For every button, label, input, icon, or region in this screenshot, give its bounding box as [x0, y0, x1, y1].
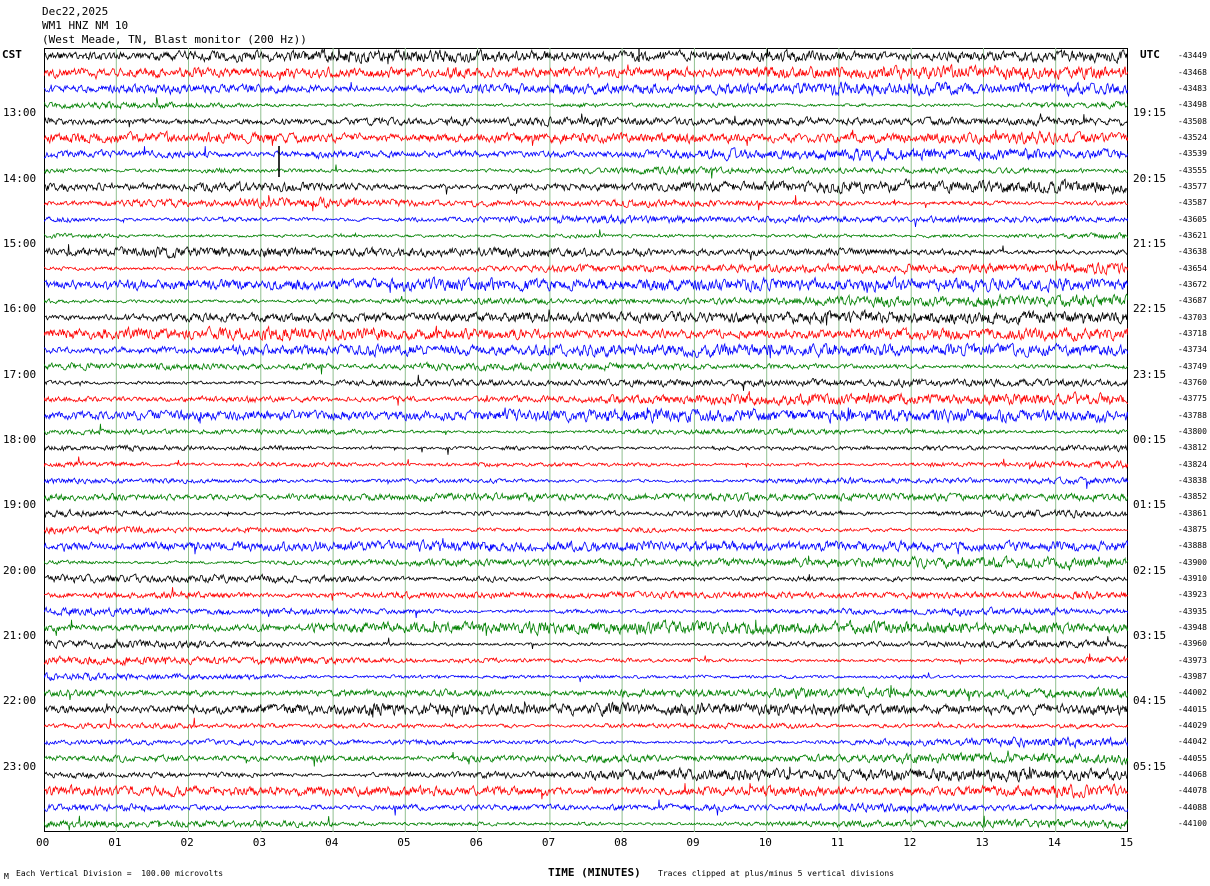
seismogram-plot: [44, 48, 1128, 832]
x-tick-label: 06: [469, 836, 483, 849]
x-axis-title: TIME (MINUTES): [548, 866, 641, 879]
footer-scale-note: Each Vertical Division = 100.00 microvolts: [16, 869, 224, 878]
amplitude-label: -43524: [1178, 132, 1207, 142]
x-tick-label: 01: [108, 836, 122, 849]
x-tick-label: 02: [180, 836, 194, 849]
left-time-label: 18:00: [3, 433, 37, 446]
x-tick-label: 07: [541, 836, 556, 849]
left-time-label: 14:00: [3, 171, 37, 185]
amplitude-label: -43760: [1178, 377, 1207, 387]
header-description: (West Meade, TN, Blast monitor (200 Hz)): [42, 33, 307, 46]
right-time-label: 21:15: [1133, 237, 1167, 250]
amplitude-label: -43468: [1178, 67, 1207, 77]
right-time-label: 03:15: [1133, 629, 1167, 642]
amplitude-label: -43948: [1178, 622, 1207, 632]
x-tick-label: 11: [830, 836, 845, 849]
right-time-label: 04:15: [1133, 694, 1167, 708]
amplitude-label: -43900: [1178, 557, 1207, 567]
amplitude-label: -43498: [1178, 100, 1207, 110]
x-tick-label: 13: [975, 836, 989, 849]
amplitude-label: -43788: [1178, 410, 1207, 420]
amplitude-label: -44015: [1178, 704, 1207, 714]
footer-mark: M: [4, 872, 9, 881]
x-tick-label: 15: [1120, 836, 1134, 849]
x-tick-label: 14: [1047, 836, 1061, 849]
amplitude-label: -43923: [1178, 590, 1207, 600]
amplitude-label: -43775: [1178, 394, 1207, 404]
header-date: Dec22,2025: [42, 5, 109, 18]
amplitude-label: -43449: [1178, 51, 1207, 61]
right-time-label: 02:15: [1133, 563, 1167, 577]
amplitude-label: -43587: [1178, 198, 1207, 208]
left-time-label: 20:00: [3, 563, 37, 577]
amplitude-label: -43508: [1178, 116, 1207, 126]
amplitude-label: -43555: [1178, 165, 1207, 175]
x-tick-label: 04: [325, 836, 339, 849]
amplitude-label: -43935: [1178, 606, 1207, 616]
right-time-label: 23:15: [1133, 367, 1167, 381]
amplitude-label: -43987: [1178, 671, 1207, 681]
x-tick-label: 05: [397, 836, 411, 849]
amplitude-label: -43861: [1178, 508, 1207, 518]
left-time-label: 23:00: [3, 759, 37, 773]
amplitude-label: -43812: [1178, 443, 1207, 453]
amplitude-label: -43577: [1178, 181, 1207, 191]
amplitude-label: -44068: [1178, 769, 1207, 779]
amplitude-label: -43800: [1178, 426, 1207, 436]
amplitude-label: -43638: [1178, 247, 1207, 257]
amplitude-label: -43838: [1178, 475, 1207, 485]
left-axis-label: CST: [2, 48, 22, 61]
left-time-label: 13:00: [3, 106, 37, 120]
right-time-label: 22:15: [1133, 302, 1167, 316]
amplitude-label: -43654: [1178, 263, 1207, 273]
amplitude-label: -43687: [1178, 296, 1207, 306]
amplitude-label: -44029: [1178, 720, 1207, 730]
amplitude-label: -43749: [1178, 361, 1207, 371]
right-axis-label: UTC: [1140, 48, 1160, 61]
amplitude-label: -44002: [1178, 688, 1207, 698]
amplitude-label: -43824: [1178, 459, 1207, 469]
right-time-label: 05:15: [1133, 759, 1167, 773]
amplitude-label: -43875: [1178, 524, 1207, 534]
left-time-label: 21:00: [3, 629, 37, 642]
amplitude-label: -44078: [1178, 786, 1207, 796]
left-time-label: 19:00: [3, 498, 37, 512]
amplitude-label: -43718: [1178, 328, 1207, 338]
right-time-label: 20:15: [1133, 171, 1167, 185]
amplitude-label: -43888: [1178, 541, 1207, 551]
x-tick-label: 12: [903, 836, 917, 849]
left-time-label: 15:00: [3, 237, 37, 250]
amplitude-label: -43621: [1178, 230, 1207, 240]
footer-clip-note: Traces clipped at plus/minus 5 vertical divisions: [658, 869, 895, 878]
plot-traces: [44, 48, 1128, 832]
amplitude-label: -43973: [1178, 655, 1207, 665]
amplitude-label: -43483: [1178, 83, 1207, 93]
amplitude-label: -44042: [1178, 737, 1207, 747]
x-tick-label: 00: [36, 836, 50, 849]
amplitude-label: -43539: [1178, 149, 1207, 159]
x-tick-label: 09: [686, 836, 700, 849]
x-tick-label: 08: [614, 836, 628, 849]
amplitude-label: -43910: [1178, 573, 1207, 583]
x-tick-label: 03: [252, 836, 267, 849]
right-time-label: 00:15: [1133, 433, 1167, 446]
amplitude-label: -44088: [1178, 802, 1207, 812]
header-channel: WM1 HNZ NM 10: [42, 19, 129, 32]
amplitude-label: -44100: [1178, 818, 1207, 828]
amplitude-label: -44055: [1178, 753, 1207, 763]
left-time-label: 16:00: [3, 302, 37, 316]
left-time-label: 17:00: [3, 367, 37, 381]
x-tick-label: 10: [758, 836, 772, 849]
amplitude-label: -43852: [1178, 492, 1207, 502]
amplitude-label: -43734: [1178, 345, 1207, 355]
left-time-label: 22:00: [3, 694, 37, 708]
amplitude-label: -43605: [1178, 214, 1207, 224]
right-time-label: 01:15: [1133, 498, 1167, 512]
amplitude-label: -43960: [1178, 639, 1207, 649]
right-time-label: 19:15: [1133, 106, 1167, 120]
amplitude-label: -43672: [1178, 279, 1207, 289]
amplitude-label: -43703: [1178, 312, 1207, 322]
